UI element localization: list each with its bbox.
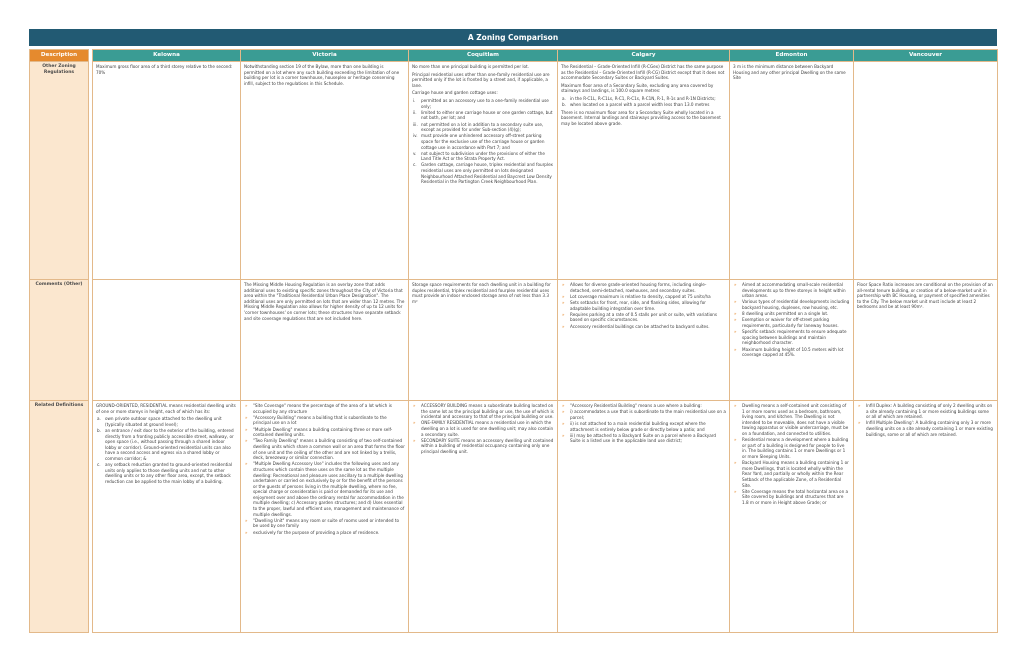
list-item bbox=[244, 427, 405, 438]
bullet-icon: » bbox=[858, 403, 861, 408]
list-item-text: Allows for diverse grade-oriented housing forms, including single-detached, semi-detached, rowhouses, and secondary suites. bbox=[570, 282, 707, 293]
zoning-comparison-page bbox=[29, 29, 997, 633]
bullet-icon: » bbox=[734, 403, 737, 408]
list-marker: c. bbox=[97, 462, 101, 468]
bullet-icon: » bbox=[562, 323, 565, 329]
header-edmonton: Edmonton bbox=[730, 50, 854, 62]
list-item bbox=[244, 530, 405, 536]
list-item-text: Accessory residential buildings can be attached to backyard suites. bbox=[570, 323, 710, 329]
list-item bbox=[733, 437, 850, 459]
paragraph: Carriage house and garden cottage uses: bbox=[412, 90, 498, 96]
list-item bbox=[412, 438, 554, 455]
header-row bbox=[30, 50, 998, 62]
list-item bbox=[412, 110, 554, 121]
list-item bbox=[733, 317, 850, 328]
bullet-icon: » bbox=[413, 420, 416, 426]
bullet-icon: » bbox=[562, 403, 565, 408]
list-item-text: an entrance / exit door to the exterior of the building, entered directly from a fronting publicly accessible street, walkway, or open space (i.e., without passing through a shared indoor lobby or corridor). Ground-oriented residential units can also have a second access and egress via a shared lobby or common corridor; & bbox=[105, 427, 234, 461]
list-item-text: "Site Coverage" means the percentage of the area of a lot which is occupied by any structure bbox=[253, 403, 392, 414]
lettered-list bbox=[561, 96, 726, 108]
header-vancouver: Vancouver bbox=[854, 50, 998, 62]
list-item-text: "Dwelling Unit" means any room or suite of rooms used or intended to be used by one family bbox=[253, 517, 400, 529]
list-item bbox=[733, 489, 850, 506]
list-item bbox=[561, 433, 726, 444]
list-item bbox=[561, 294, 726, 300]
row-label: Comments (Other) bbox=[30, 280, 89, 401]
bullet-icon: » bbox=[245, 438, 248, 444]
list-item-text: i) accommodates a use that is subordinate to the main residential use on a parcel; bbox=[570, 409, 726, 420]
bullet-icon: » bbox=[562, 409, 565, 415]
cell-kelowna bbox=[93, 401, 241, 633]
list-item-text: Infill Duplex: A building consisting of only 2 dwelling units on a site already containing 1 or more existing buildings some or all of which are retained. bbox=[866, 403, 993, 420]
bullet-list bbox=[733, 282, 850, 358]
list-item-text: Aimed at accommodating small-scale residential developments up to three storeys in height within urban areas. bbox=[742, 282, 846, 299]
list-item bbox=[561, 421, 726, 432]
list-item bbox=[733, 282, 850, 299]
zoning-comparison-table bbox=[29, 49, 998, 633]
cell-coquitlam: Storage space requirements for each dwelling unit in a building for duplex residential, triplex residential and fourplex residential uses must provide an indoor enclosed storage area of not less than 3.3 m² bbox=[409, 280, 558, 401]
paragraph: GROUND-ORIENTED, RESIDENTIAL means residential dwelling units of one or more storeys in height, each of which has its: bbox=[96, 403, 236, 414]
list-item-text: Requires parking at a rate of 0.5 stalls per unit or suite, with variations based on specific circumstances. bbox=[570, 311, 718, 323]
list-item bbox=[96, 428, 237, 462]
list-marker: b. bbox=[562, 102, 566, 108]
list-item bbox=[733, 460, 850, 488]
paragraph: The Residential – Grade-Oriented Infill (R-CGex) District has the same purpose as the Residential – Grade-Oriented Infill (R-CG) District except that it does not accommodate Secondary Suites or Backyard Suites. bbox=[561, 64, 725, 81]
list-item-text: exclusively for the purpose of providing a place of residence. bbox=[253, 529, 380, 535]
list-item-text: in the R-C1L, R-C1Ls, R-C1, R-C1s, R-C1N, R-1, R-1s and R-1N Districts; bbox=[570, 95, 716, 101]
cell-calgary bbox=[558, 62, 730, 280]
list-item-text: not subject to subdivision under the provisions of either the Land Title Act or the Strata Property Act. bbox=[421, 150, 545, 162]
cell-victoria: The Missing Middle Housing Regulation is an overlay zone that adds additional uses to existing specific zones throughout the City of Victoria that area within the "Traditional Residential Urban Place Designation". The additional uses are only permitted on lots that are wider than 12 metres. The Missing Middle Regulation also allows for higher density of up to 12 units for 'corner townhouses' on corner lots; these structures have separate setback and site coverage regulations that are not included here. bbox=[241, 280, 409, 401]
list-item-text: Residential means a development where a building or part of a building is designed for people to live in. The building contains 1 or more Dwellings or 1 or more Sleeping Units. bbox=[742, 437, 849, 459]
header-description: Description bbox=[30, 50, 89, 62]
bullet-icon: » bbox=[245, 461, 248, 467]
cell-edmonton bbox=[730, 401, 854, 633]
list-item-text: 8 dwelling units permitted on a single lot. bbox=[742, 311, 829, 317]
list-item bbox=[412, 162, 554, 184]
cell-calgary bbox=[558, 280, 730, 401]
list-item-text: ACCESSORY BUILDING means a subordinate building located on the same lot as the principal building or use, the use of which is incidental and accessory to that of the principal building or use. bbox=[421, 403, 554, 420]
header-kelowna: Kelowna bbox=[93, 50, 241, 62]
bullet-icon: » bbox=[562, 293, 565, 299]
cell-calgary bbox=[558, 401, 730, 633]
bullet-list bbox=[857, 403, 994, 437]
list-item bbox=[412, 98, 554, 109]
bullet-icon: » bbox=[245, 414, 248, 420]
list-item-text: Various types of residential developments including backyard housing, duplexes, row housing, etc. bbox=[742, 299, 850, 310]
list-item-text: Lot coverage maximum is relative to density, capped at 75 units/ha bbox=[570, 293, 711, 299]
header-coquitlam: Coquitlam bbox=[409, 50, 558, 62]
bullet-icon: » bbox=[413, 437, 416, 443]
list-item bbox=[561, 403, 726, 409]
list-marker: b. bbox=[97, 427, 101, 433]
bullet-list bbox=[561, 282, 726, 329]
list-item bbox=[561, 409, 726, 420]
list-marker: iii. bbox=[413, 121, 418, 127]
list-item-text: "Multiple Dwelling Accessory Use" includes the following uses and any structures which contain these uses on the same lot as the multiple dwelling: Recreational and pleasure uses ancillary to a multiple dwelling undertaken or carried on exclusively by or for the benefit of the persons or the guests of persons living in the multiple dwelling, where no fee, special charge or consideration is paid or demanded for its use and enjoyment over and above the ordinary rental for accommodation in the multiple dwelling; c) Accessory garden structures; and d) Uses essential to the proper, lawful and efficient use, management and maintenance of multiple dwellings. bbox=[253, 461, 405, 517]
cell-edmonton bbox=[730, 280, 854, 401]
cell-vancouver bbox=[854, 62, 998, 280]
cell-victoria bbox=[241, 401, 409, 633]
cell-coquitlam bbox=[409, 62, 558, 280]
bullet-list bbox=[244, 403, 405, 535]
list-item bbox=[733, 311, 850, 317]
bullet-icon: » bbox=[734, 282, 737, 287]
list-item bbox=[733, 299, 850, 310]
list-item bbox=[96, 416, 237, 427]
paragraph: There is no maximum floor area for a Secondary Suite wholly located in a basement. Internal landings and stairways providing access to the basement may be located above grade. bbox=[561, 109, 721, 126]
cell-edmonton: 3 m is the minimum distance between Backyard Housing and any other principal Dwelling on the same Site bbox=[730, 62, 854, 280]
list-item-text: "Accessory Residential Building" means a use where a building: bbox=[570, 403, 702, 408]
list-item bbox=[733, 347, 850, 358]
list-item bbox=[412, 403, 554, 420]
bullet-icon: » bbox=[562, 299, 565, 305]
list-marker: iv. bbox=[413, 133, 418, 139]
bullet-list bbox=[561, 403, 726, 444]
list-item bbox=[733, 403, 850, 437]
list-item-text: "Multiple Dwelling" means a building containing three or more self-contained dwelling units. bbox=[253, 426, 393, 438]
bullet-icon: » bbox=[562, 311, 565, 317]
list-item-text: Garden cottage, carriage house, triplex residential and fourplex residential uses are only permitted on lots designated Neighbourhood Attached Residential and Baycrest Low Density Residential in the Partington Creek Neighbourhood Plan. bbox=[421, 162, 554, 185]
list-item bbox=[244, 403, 405, 414]
list-marker: c. bbox=[413, 162, 417, 168]
bullet-icon: » bbox=[734, 317, 737, 323]
list-item bbox=[412, 122, 554, 133]
cell-kelowna bbox=[93, 280, 241, 401]
paragraph: No more than one principal building is permitted per lot. bbox=[412, 64, 529, 69]
list-item-text: limited to either one carriage house or one garden cottage, but not both, per lot; and bbox=[421, 109, 553, 121]
list-item-text: ONE-FAMILY RESIDENTIAL means a residential use in which the dwelling on a lot is used for one dwelling unit; may also contain a secondary suite. bbox=[421, 420, 554, 437]
list-item-text: Backyard Housing means a building containing 1 or more Dwellings, that is located wholly within the Rear Yard, and partially or wholly within the Rear Setback of the applicable Zone, of a Residential Site. bbox=[742, 460, 849, 488]
list-item-text: own private outdoor space attached to the dwelling unit (typically situated at ground level); bbox=[105, 416, 222, 427]
paragraph: Maximum floor area of a Secondary Suite, excluding any area covered by stairways and landings, is 100.0 square metres: bbox=[561, 82, 714, 94]
bullet-icon: » bbox=[734, 437, 737, 443]
bullet-icon: » bbox=[734, 299, 737, 305]
list-item bbox=[412, 420, 554, 437]
list-marker: a. bbox=[562, 95, 566, 101]
bullet-icon: » bbox=[734, 329, 737, 335]
list-item bbox=[561, 102, 726, 108]
bullet-icon: » bbox=[734, 460, 737, 466]
cell-vancouver bbox=[854, 401, 998, 633]
row-label: Other Zoning Regulations bbox=[30, 62, 89, 280]
list-marker: i. bbox=[413, 97, 416, 103]
list-item bbox=[561, 300, 726, 311]
list-item bbox=[244, 461, 405, 517]
row-related-definitions bbox=[30, 401, 998, 633]
list-item bbox=[857, 403, 994, 420]
list-item-text: must provide one unhindered accessory off-street parking space for the exclusive use of the carriage house or garden cottage use in accordance with Part 7; and bbox=[421, 133, 545, 150]
page-title: A Zoning Comparison bbox=[29, 29, 997, 46]
bullet-icon: » bbox=[734, 346, 737, 352]
bullet-icon: » bbox=[245, 517, 248, 523]
list-item-text: Maximum building height of 10.5 meters with lot coverage capped at 45%. bbox=[742, 346, 844, 358]
bullet-icon: » bbox=[562, 432, 565, 438]
list-item-text: Site Coverage means the total horizontal area on a Site covered by buildings and structures that are 1.8 m or more in Height above Grade; or bbox=[742, 488, 849, 505]
cell-coquitlam bbox=[409, 401, 558, 633]
paragraph: Principal residential uses other than one-family residential use are permitted only if the lot is fronted by a street and, if applicable, a lane. bbox=[412, 71, 550, 88]
list-item-text: Sets setbacks for front, rear, side, and flanking sides, allowing for adaptable building integration over time. bbox=[570, 299, 706, 311]
list-item bbox=[412, 151, 554, 162]
row-label: Related Definitions bbox=[30, 401, 89, 633]
list-item-text: SECONDARY SUITE means an accessory dwelling unit contained within a building of residential occupancy containing only one principal dwelling unit. bbox=[421, 437, 554, 454]
list-item bbox=[412, 133, 554, 150]
bullet-icon: » bbox=[413, 403, 416, 408]
bullet-list bbox=[733, 403, 850, 505]
bullet-icon: » bbox=[245, 529, 248, 535]
header-calgary: Calgary bbox=[558, 50, 730, 62]
list-marker: v. bbox=[413, 150, 417, 156]
list-item bbox=[561, 324, 726, 330]
list-item-text: Dwelling means a self-contained unit consisting of 1 or more rooms used as a bedroom, bathroom, living room, and kitchen. The Dwelling is not intended to be moveable, does not have a visible towing apparatus or visible undercarriage, must be on a foundation, and connected to utilities. bbox=[742, 403, 849, 436]
list-item-text: when located on a parcel with a parcel width less than 13.0 metres bbox=[570, 102, 710, 108]
list-item bbox=[561, 96, 726, 102]
list-item-text: not permitted on a lot in addition to a secondary suite use, except as provided for under Sub-section (4)(g); bbox=[421, 121, 544, 133]
lettered-list bbox=[96, 416, 237, 484]
list-item bbox=[244, 518, 405, 529]
list-item bbox=[561, 312, 726, 323]
bullet-icon: » bbox=[734, 488, 737, 494]
list-item bbox=[244, 415, 405, 426]
list-item bbox=[96, 462, 237, 484]
list-item-text: Exemption or waiver for off-street parking requirements, particularly for laneway houses. bbox=[742, 317, 839, 328]
list-item bbox=[857, 420, 994, 437]
bullet-icon: » bbox=[562, 420, 565, 426]
row-comments-other bbox=[30, 280, 998, 401]
list-item-text: iii) may be attached to a Backyard Suite on a parcel where a Backyard Suite is a listed use in the applicable land use district; bbox=[570, 432, 717, 444]
bullet-icon: » bbox=[858, 420, 861, 426]
bullet-icon: » bbox=[245, 426, 248, 432]
bullet-icon: » bbox=[562, 282, 565, 287]
list-item-text: any setback reduction granted to ground-oriented residential units only applies to those dwelling units and not to other dwelling units or to any other floor area, except, the setback reduction can be applied to the main lobby of a building. bbox=[105, 462, 233, 484]
list-item-text: permitted as an accessory use to a one-family residential use only; bbox=[421, 97, 549, 109]
list-marker: ii. bbox=[413, 109, 417, 115]
list-item bbox=[561, 282, 726, 293]
cell-vancouver: Floor Space Ratio increases are conditional on the provision of an all-rental tenure building, or creation of a below-market unit in partnership with BC Housing, or payment of specified amenities to the City. The below market unit must include at least 2 bedrooms and be at least 90m². bbox=[854, 280, 998, 401]
cell-victoria: Notwithstanding section 19 of the Bylaw, more than one building is permitted on a lot where any such building exceeding the limitation of one building per lot is a corner townhouse, houseplex or heritage conserving infill, subject to the regulations in this Schedule. bbox=[241, 62, 409, 280]
bullet-icon: » bbox=[245, 403, 248, 408]
list-item-text: Specific setback requirements to ensure adequate spacing between buildings and maintain neighborhood character. bbox=[742, 329, 847, 346]
row-other-zoning-regulations bbox=[30, 62, 998, 280]
header-victoria: Victoria bbox=[241, 50, 409, 62]
bullet-list bbox=[412, 403, 554, 455]
cell-kelowna: Maximum gross floor area of a third storey relative to the second: 70% bbox=[93, 62, 241, 280]
list-marker: a. bbox=[97, 416, 101, 422]
list-item bbox=[244, 438, 405, 460]
numbered-list bbox=[412, 98, 554, 185]
list-item-text: ii) is not attached to a main residential building except where the attachment is entirely below grade or directly below a patio; and bbox=[570, 420, 706, 432]
list-item-text: Infill Multiple Dwelling': A building containing only 3 or more dwelling units on a site already containing 1 or more existing buildings, some or all of which are retained. bbox=[866, 420, 993, 437]
list-item-text: "Accessory Building" means a building that is subordinate to the principal use on a lot bbox=[253, 414, 387, 426]
list-item-text: "Two Family Dwelling" means a building consisting of two self-contained dwelling units which share a common wall or an area that forms the floor of one unit and the ceiling of the other and are not linked by a trellis, deck, breezeway or similar connection. bbox=[253, 438, 405, 461]
bullet-icon: » bbox=[734, 311, 737, 317]
list-item bbox=[733, 329, 850, 346]
